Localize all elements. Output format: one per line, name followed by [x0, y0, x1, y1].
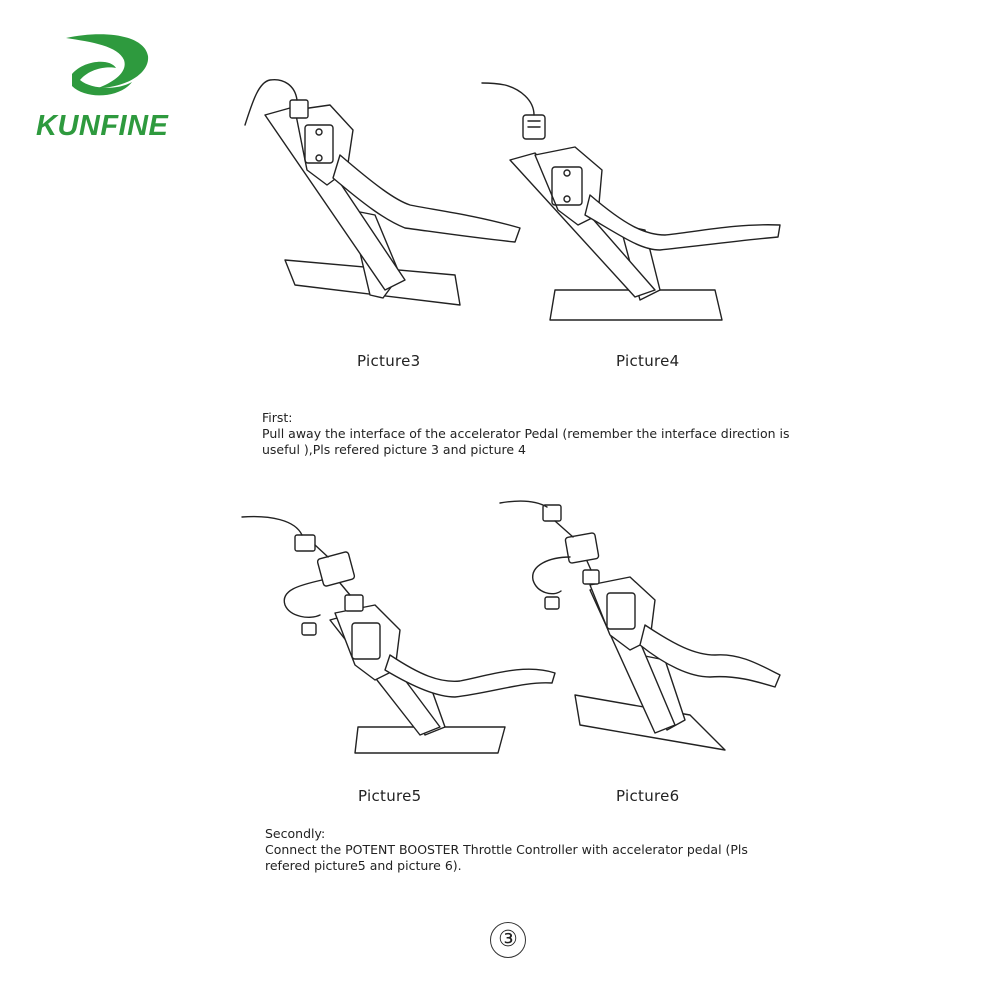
kunfine-swoosh-icon: [62, 30, 152, 102]
step1-line1: Pull away the interface of the accelerator Pedal (remember the interface direction is: [262, 426, 790, 441]
caption-picture6: Picture6: [616, 787, 680, 805]
pedal-diagram-picture4: [480, 75, 790, 325]
caption-picture5: Picture5: [358, 787, 422, 805]
caption-picture3: Picture3: [357, 352, 421, 370]
pedal-diagram-picture6: [495, 495, 795, 760]
page-number: ③: [490, 922, 526, 958]
step2-heading: Secondly:: [265, 826, 326, 841]
step2-line2: refered picture5 and picture 6).: [265, 858, 462, 873]
kunfine-logo: [30, 30, 200, 145]
step2-line1: Connect the POTENT BOOSTER Throttle Controller with accelerator pedal (Pls: [265, 842, 748, 857]
step2-text: [265, 826, 748, 874]
step1-heading: First:: [262, 410, 293, 425]
step1-line2: useful ),Pls refered picture 3 and picture 4: [262, 442, 526, 457]
brand-name: KUNFINE: [36, 110, 169, 142]
step1-text: [262, 410, 790, 458]
caption-picture4: Picture4: [616, 352, 680, 370]
